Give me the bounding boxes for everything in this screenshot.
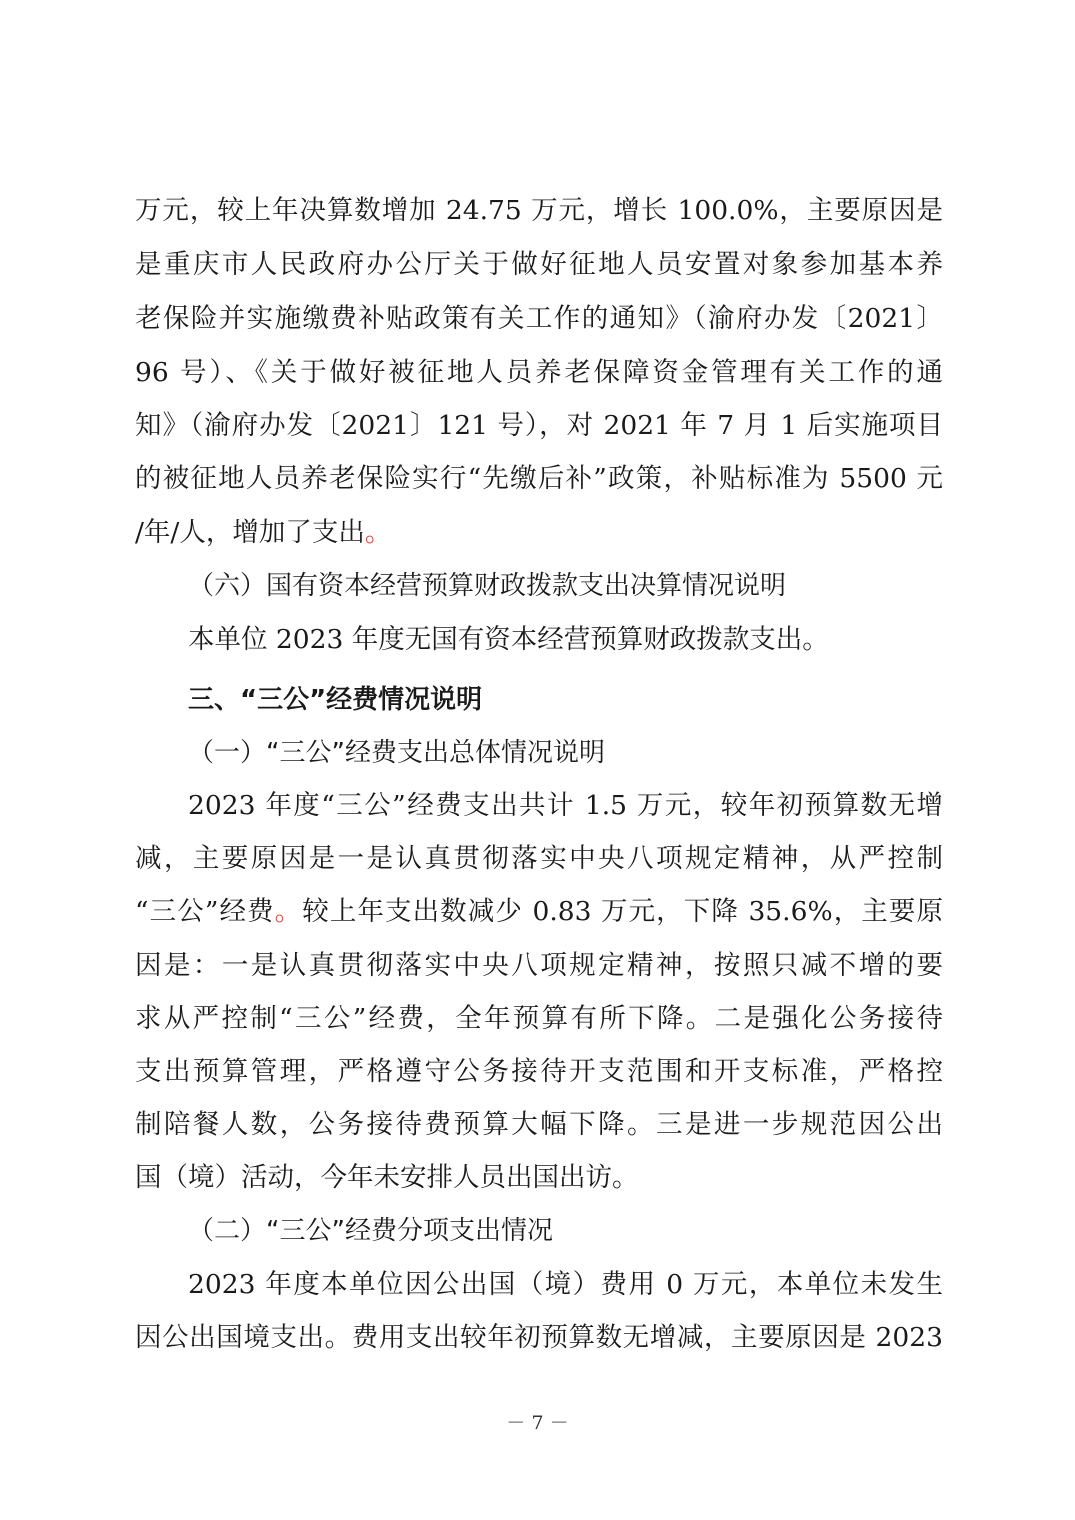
- red-period-mark: 。: [364, 517, 392, 548]
- body-line-19: 国（境）活动，今年未安排人员出国出访。: [135, 1162, 639, 1193]
- body-line-14-part-b: 较上年支出数减少 0.83 万元，下降 35.6%，主要原: [302, 896, 943, 927]
- body-line-15: 因是：一是认真贯彻落实中央八项规定精神，按照只减不增的要: [135, 950, 943, 981]
- body-line-4: 96 号）、《关于做好被征地人员养老保障资金管理有关工作的通: [135, 357, 943, 388]
- body-line-17: 支出预算管理，严格遵守公务接待开支范围和开支标准，严格控: [135, 1056, 943, 1087]
- body-line-7-text: /年/人，增加了支出: [135, 517, 365, 548]
- body-line-14: [135, 886, 943, 938]
- body-line-2: 是重庆市人民政府办公厅关于做好征地人员安置对象参加基本养: [135, 249, 943, 280]
- body-line-1: 万元，较上年决算数增加 24.75 万元，增长 100.0%，主要原因是: [135, 195, 943, 226]
- section-heading-three: 三、“三公”经费情况说明: [188, 685, 483, 715]
- subsection-heading-1: （一）“三公”经费支出总体情况说明: [188, 738, 605, 768]
- body-line-5: 知》（渝府办发〔2021〕121 号），对 2021 年 7 月 1 后实施项目: [135, 410, 943, 441]
- body-line-7: [135, 507, 943, 559]
- body-line-18: 制陪餐人数，公务接待费预算大幅下降。三是进一步规范因公出: [135, 1109, 943, 1140]
- body-line-3: 老保险并实施缴费补贴政策有关工作的通知》（渝府办发〔2021〕: [135, 303, 943, 334]
- body-line-22: 因公出国境支出。费用支出较年初预算数无增减，主要原因是 2023: [135, 1322, 943, 1353]
- body-line-21: 2023 年度本单位因公出国（境）费用 0 万元，本单位未发生: [188, 1269, 943, 1300]
- body-line-6: 的被征地人员养老保险实行“先缴后补”政策，补贴标准为 5500 元: [135, 463, 943, 494]
- body-line-9: 本单位 2023 年度无国有资本经营预算财政拨款支出。: [188, 624, 829, 655]
- subsection-heading-2: （二）“三公”经费分项支出情况: [188, 1216, 553, 1246]
- red-period-mark-2: 。: [274, 896, 303, 927]
- body-line-14-part-a: “三公”经费: [135, 896, 275, 927]
- body-line-13: 减，主要原因是一是认真贯彻落实中央八项规定精神，从严控制: [135, 843, 943, 874]
- page-number: － 7 －: [506, 1412, 569, 1434]
- body-line-16: 求从严控制“三公”经费，全年预算有所下降。二是强化公务接待: [135, 1003, 943, 1034]
- body-line-12: 2023 年度“三公”经费支出共计 1.5 万元，较年初预算数无增: [188, 790, 943, 821]
- section-heading-6: （六）国有资本经营预算财政拨款支出决算情况说明: [188, 571, 787, 601]
